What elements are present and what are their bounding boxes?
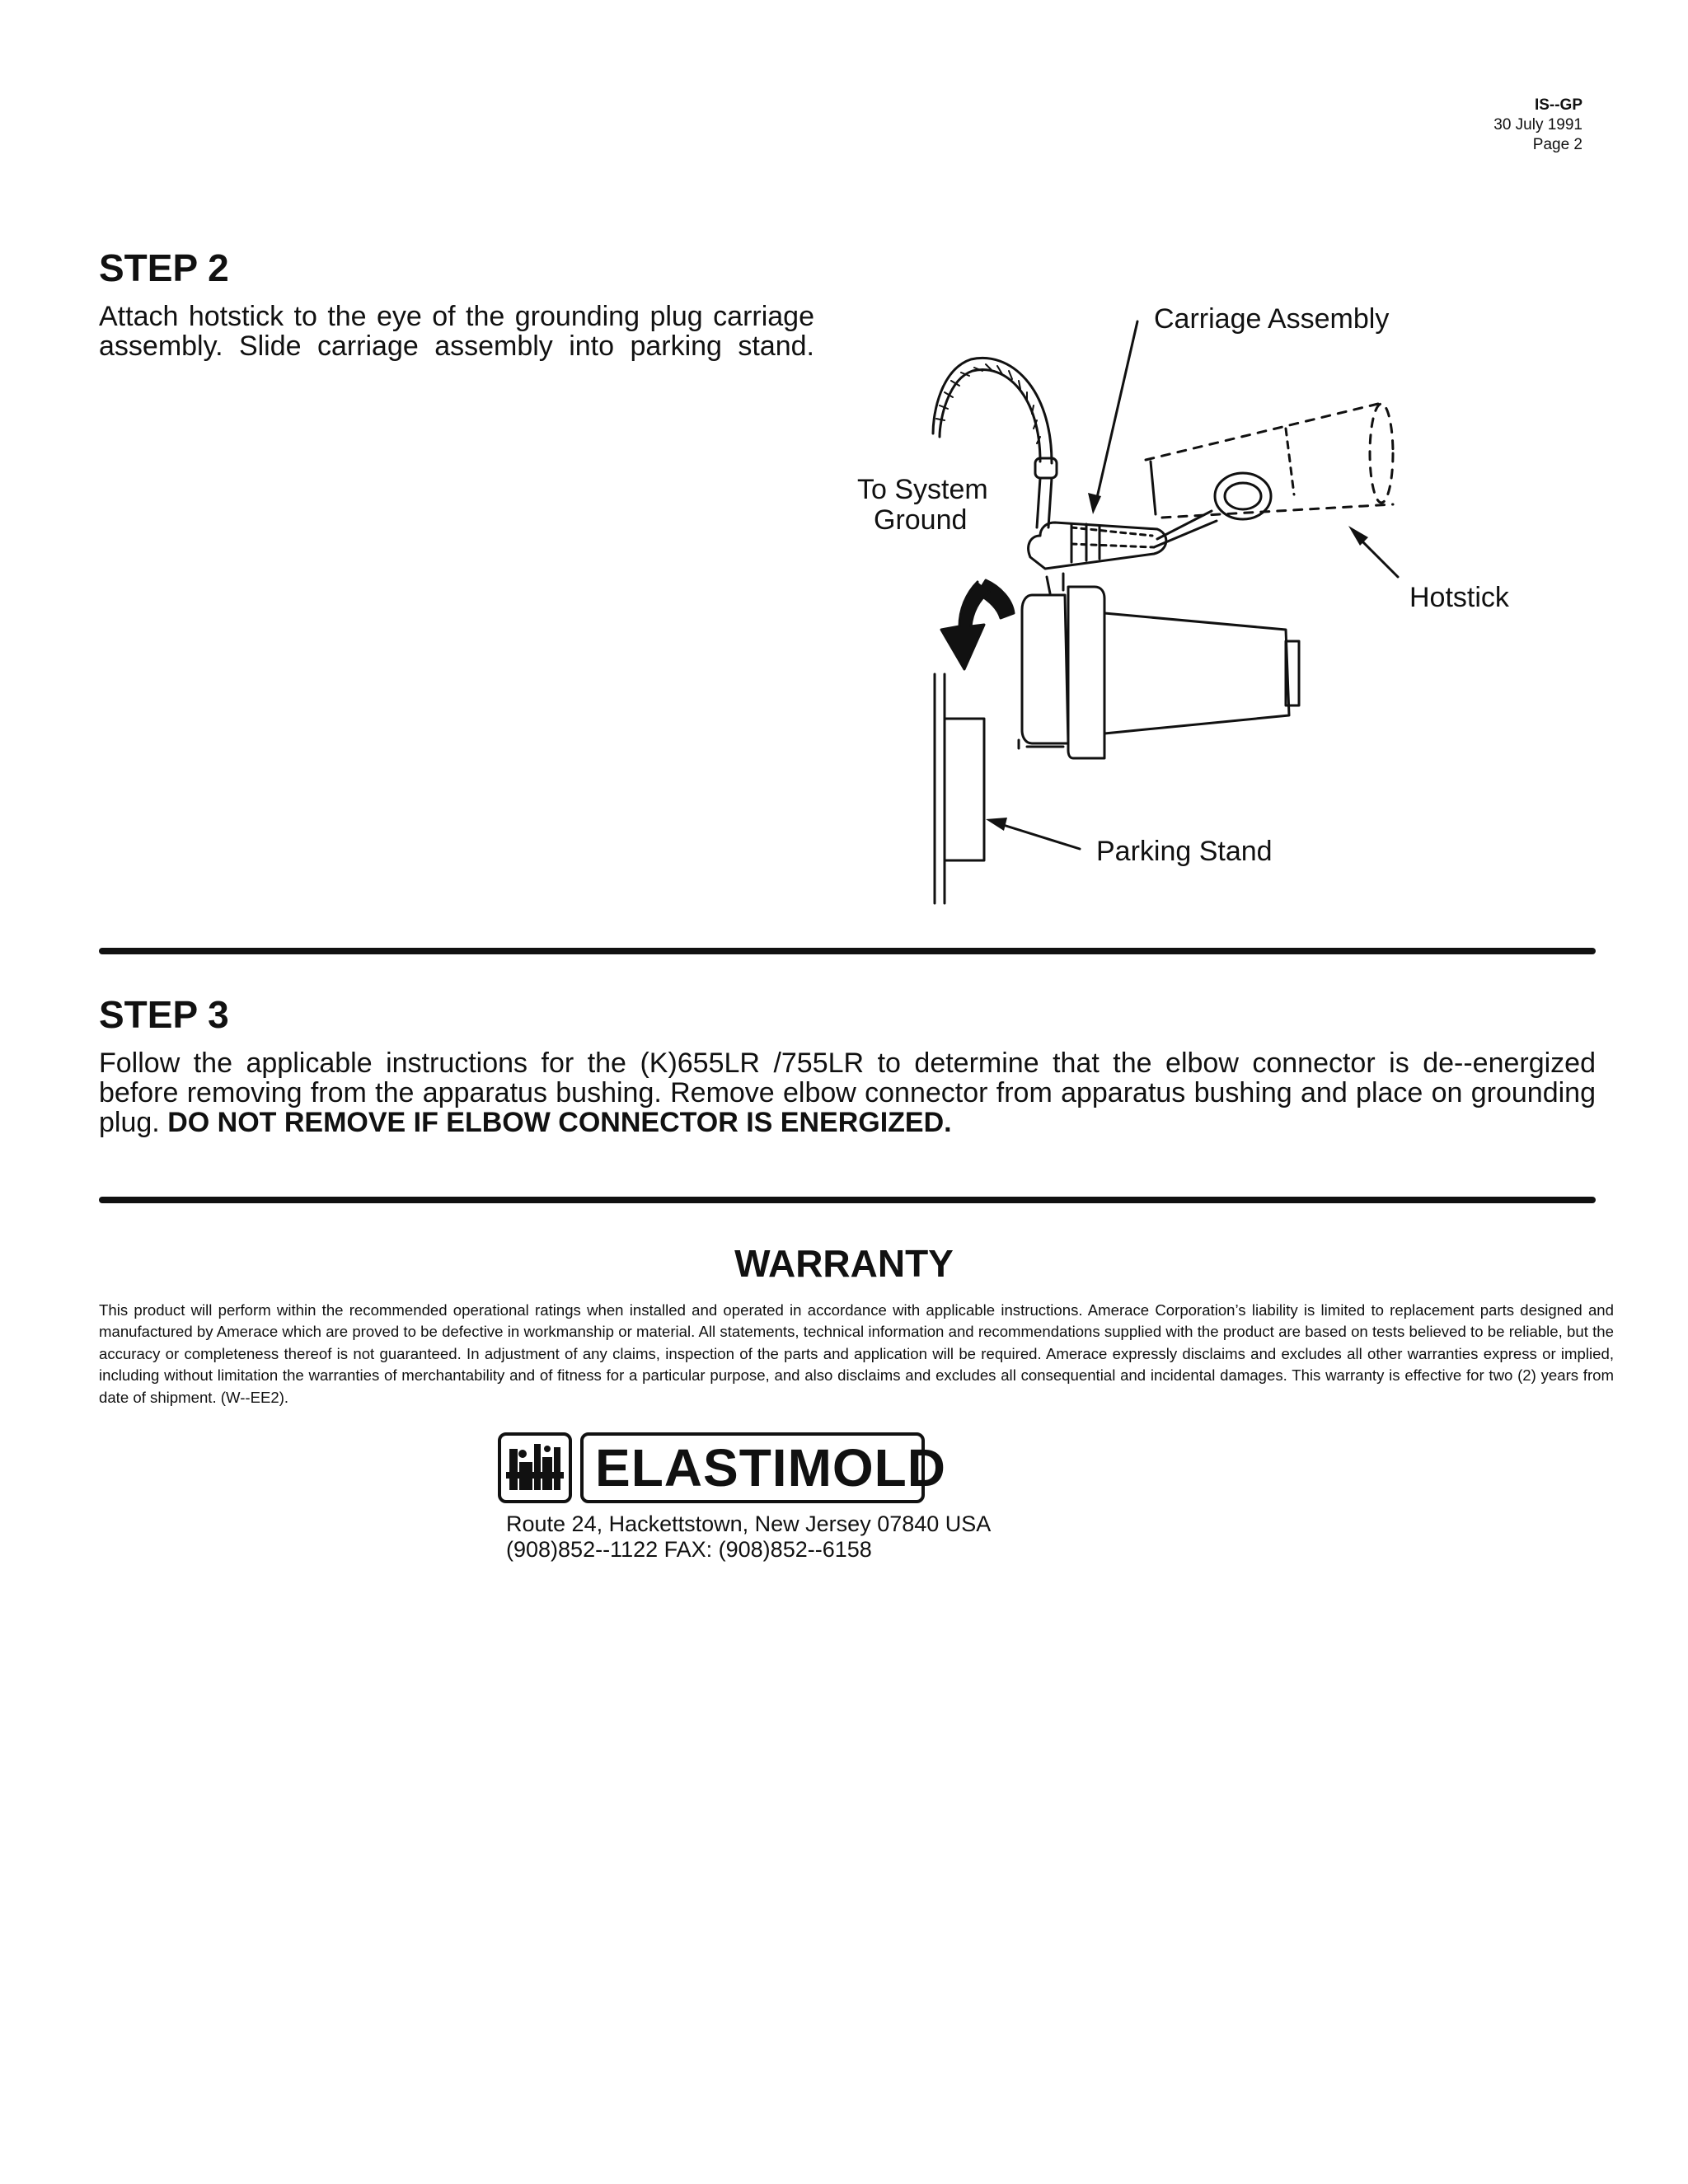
label-ground: Ground — [874, 504, 968, 536]
label-to-system: To System — [857, 474, 988, 505]
step2-heading: STEP 2 — [99, 246, 229, 289]
step3-body: Follow the applicable instructions for the (K)655LR /755LR to determine that the elbow connector is de--energized before removing from the apparatus bushing. Remove elbow connector from apparatus bushing and place on grounding plug. — [99, 1047, 1596, 1138]
page-number: Page 2 — [1532, 136, 1582, 153]
section-divider — [99, 948, 1596, 954]
label-hotstick: Hotstick — [1409, 582, 1509, 613]
step3-warning: DO NOT REMOVE IF ELBOW CONNECTOR IS ENERGIZED. — [167, 1107, 952, 1138]
warranty-text: This product will perform within the recommended operational ratings when installed and operated in accordance with applicable instructions. Amerace Corporation’s liability is limited to replacement parts designed and manufactured by Amerace which are proved to be defective in workmanship or material. All statements, technical information and recommendations supplied with the product are based on tests believed to be reliable, but the accuracy or completeness thereof is not guaranteed. In adjustment of any claims, inspection of the parts and application will be required. Amerace expressly disclaims and excludes all other warranties express or implied, including without limitation the warranties of merchantability and of fitness for a particular purpose, and also disclaims and excludes all consequential and incidental damages. This warranty is effective for two (2) years from date of shipment. (W--EE2). — [99, 1301, 1614, 1406]
step2-instructions: Attach hotstick to the eye of the grounding plug carriage assembly. Slide carriage assembly into parking stand. — [99, 301, 814, 362]
document-id: IS--GP — [1534, 96, 1582, 114]
address-line: Route 24, Hackettstown, New Jersey 07840 USA — [506, 1511, 992, 1536]
company-name: ELASTIMOLD — [595, 1438, 946, 1497]
label-carriage-assembly: Carriage Assembly — [1154, 303, 1390, 335]
label-parking-stand: Parking Stand — [1096, 836, 1273, 867]
section-divider — [99, 1197, 1596, 1203]
company-address — [506, 1511, 991, 1563]
document-date: 30 July 1991 — [1493, 116, 1582, 134]
step2-diagram — [0, 0, 1688, 923]
phone-fax-line: (908)852--1122 FAX: (908)852--6158 — [506, 1537, 872, 1562]
step3-instructions — [99, 1048, 1596, 1137]
step3-heading: STEP 3 — [99, 993, 229, 1036]
warranty-heading: WARRANTY — [734, 1242, 954, 1285]
